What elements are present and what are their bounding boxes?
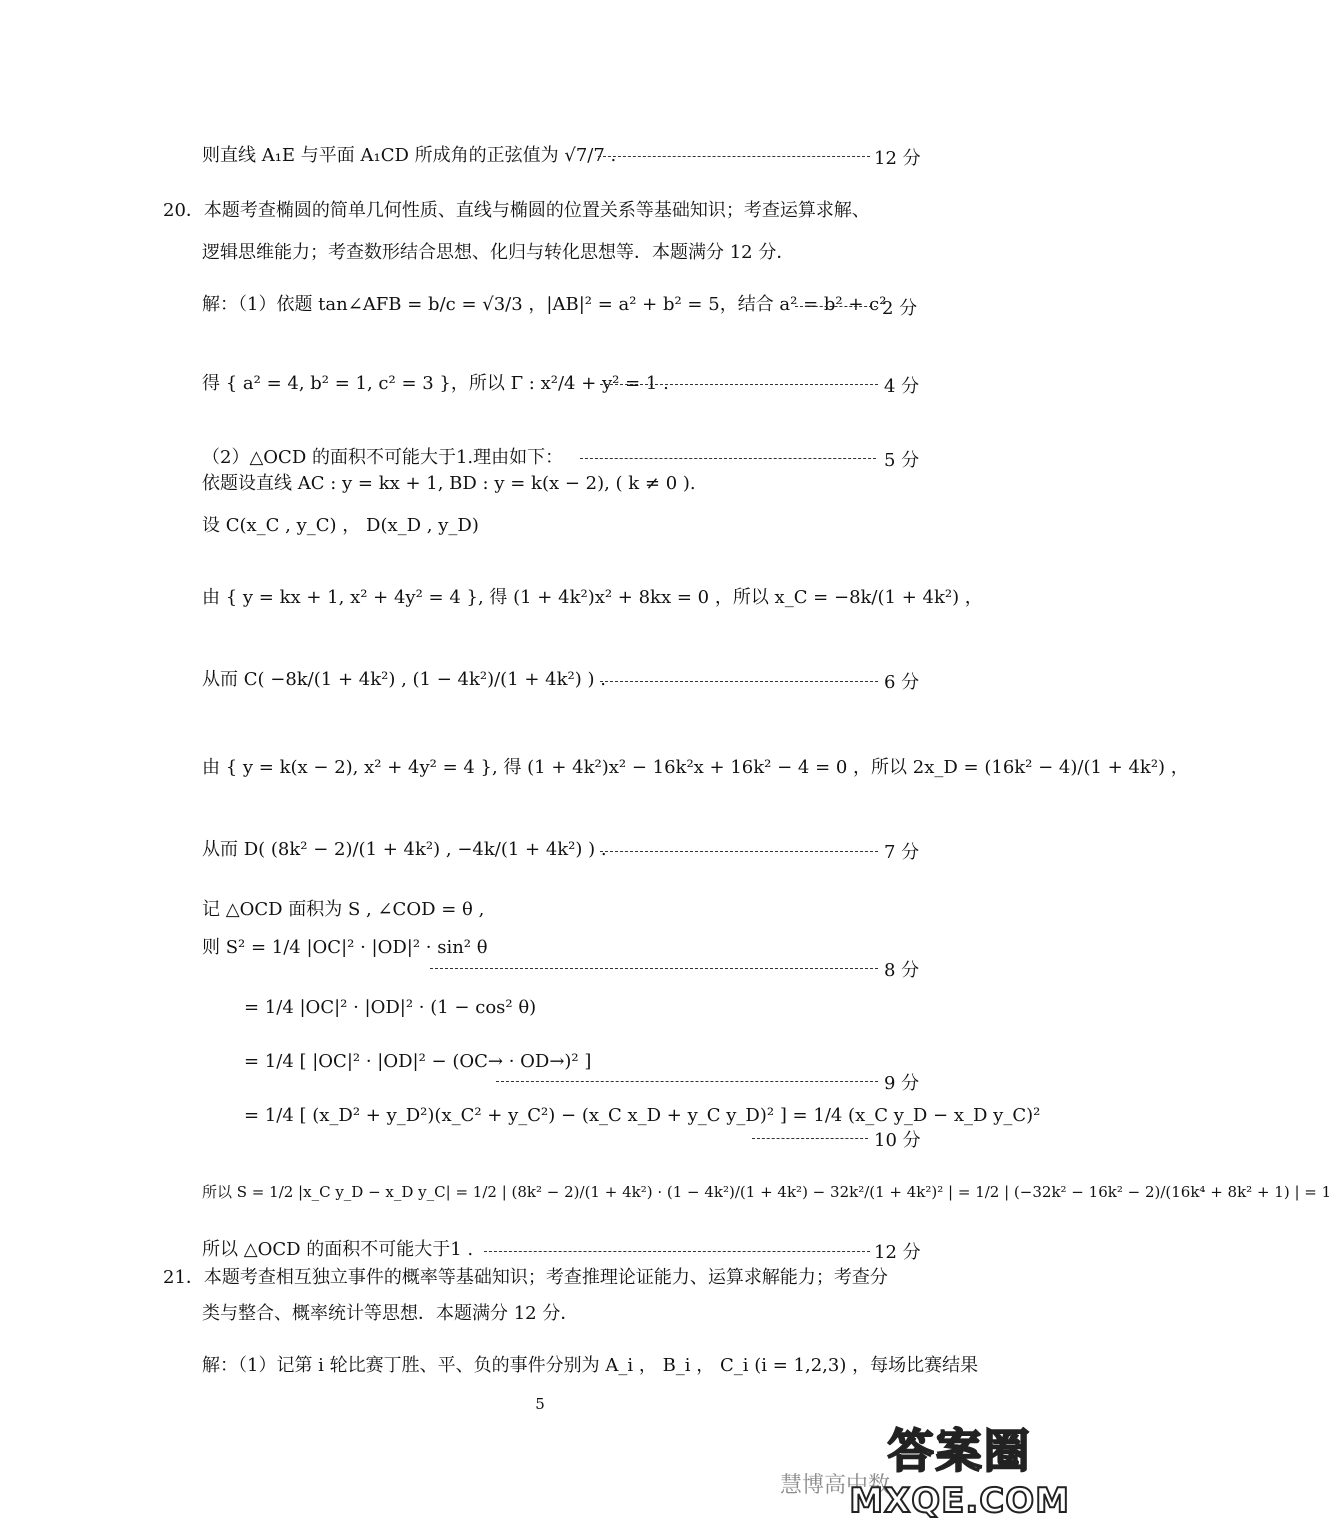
text-line: （2）△OCD 的面积不可能大于1.理由如下： (202, 447, 564, 468)
text-line: 设 C(x_C , y_C) ， D(x_D , y_D) (202, 515, 479, 536)
question-20-intro: 20．本题考查椭圆的简单几何性质、直线与椭圆的位置关系等基础知识；考查运算求解、 (163, 200, 870, 221)
score-label: 5 分 (884, 450, 920, 471)
text-line: = 1/4 [ (x_D² + y_D²)(x_C² + y_C²) − (x_C x_D + y_C y_D)² ] = 1/4 (x_C y_D − x_D y_C)² (244, 1105, 1041, 1126)
question-21-intro: 21．本题考查相互独立事件的概率等基础知识；考查推理论证能力、运算求解能力；考查分 (163, 1267, 888, 1288)
watermark-logo-top: 答案圈 (887, 1424, 1032, 1478)
question-21-intro-cont: 类与整合、概率统计等思想．本题满分 12 分． (202, 1303, 579, 1324)
score-label: 9 分 (884, 1073, 920, 1094)
text-line: 从而 C( −8k/(1 + 4k²) , (1 − 4k²)/(1 + 4k²) ) . (202, 669, 606, 690)
score-leader (430, 968, 878, 969)
score-leader (484, 1251, 870, 1252)
text-line: 记 △OCD 面积为 S , ∠COD = θ , (202, 899, 485, 920)
text-line: 解：（1）依题 tan∠AFB = b/c = √3/3 ，|AB|² = a² + b² = 5，结合 a² = b² + c² (202, 294, 887, 315)
score-leader (580, 458, 876, 459)
text-line: 所以 △OCD 的面积不可能大于1 . (202, 1239, 474, 1260)
score-label: 6 分 (884, 672, 920, 693)
score-label: 12 分 (874, 1242, 921, 1263)
score-label: 7 分 (884, 842, 920, 863)
score-leader (600, 681, 878, 682)
text-line: = 1/4 |OC|² · |OD|² · (1 − cos² θ) (244, 997, 537, 1018)
text-line: 由 { y = k(x − 2), x² + 4y² = 4 }, 得 (1 + 4k²)x² − 16k²x + 16k² − 4 = 0 ，所以 2x_D = (16k² − 4)/(1 + 4k²) ， (202, 757, 1189, 778)
text-line: 则直线 A₁E 与平面 A₁CD 所成角的正弦值为 √7/7 . (202, 145, 617, 166)
score-leader (600, 851, 878, 852)
score-leader (598, 156, 870, 157)
watermark-logo (849, 1415, 1070, 1521)
score-label: 4 分 (884, 376, 920, 397)
text-line: 从而 D( (8k² − 2)/(1 + 4k²) , −4k/(1 + 4k²) ) . (202, 839, 607, 860)
score-label: 10 分 (874, 1130, 921, 1151)
text-line: 则 S² = 1/4 |OC|² · |OD|² · sin² θ (202, 937, 488, 958)
question-20-intro-cont: 逻辑思维能力；考查数形结合思想、化归与转化思想等．本题满分 12 分． (202, 242, 795, 263)
score-label: 12 分 (874, 148, 921, 169)
watermark-text: 慧博高中数 (779, 1473, 890, 1498)
score-leader (496, 1081, 878, 1082)
text-line: 所以 S = 1/2 |x_C y_D − x_D y_C| = 1/2 | (8k² − 2)/(1 + 4k²) · (1 − 4k²)/(1 + 4k²) − 32k²/(1 + 4k²)² | = 1/2 | (−32k² − 16k² − 2)/(16k⁴ + 8k² + 1) | = 1 (202, 1183, 1331, 1201)
text-line: 依题设直线 AC : y = kx + 1, BD : y = k(x − 2), ( k ≠ 0 ). (202, 473, 696, 494)
score-label: 8 分 (884, 960, 920, 981)
watermark-logo-bottom: MXQE.COM (849, 1481, 1070, 1521)
score-leader (600, 384, 878, 385)
text-line: 由 { y = kx + 1, x² + 4y² = 4 }, 得 (1 + 4k²)x² + 8kx = 0 ，所以 x_C = −8k/(1 + 4k²) ， (202, 587, 983, 608)
score-leader (752, 1138, 868, 1139)
score-label: 2 分 (882, 298, 918, 319)
score-leader (795, 306, 877, 307)
page-number: 5 (535, 1395, 545, 1413)
text-line: 得 { a² = 4, b² = 1, c² = 3 }，所以 Γ : x²/4 + y² = 1 . (202, 373, 669, 394)
text-line: 解：（1）记第 i 轮比赛丁胜、平、负的事件分别为 A_i ， B_i ， C_i (i = 1,2,3) ，每场比赛结果 (202, 1355, 979, 1376)
text-line: = 1/4 [ |OC|² · |OD|² − (OC→ · OD→)² ] (244, 1051, 592, 1072)
